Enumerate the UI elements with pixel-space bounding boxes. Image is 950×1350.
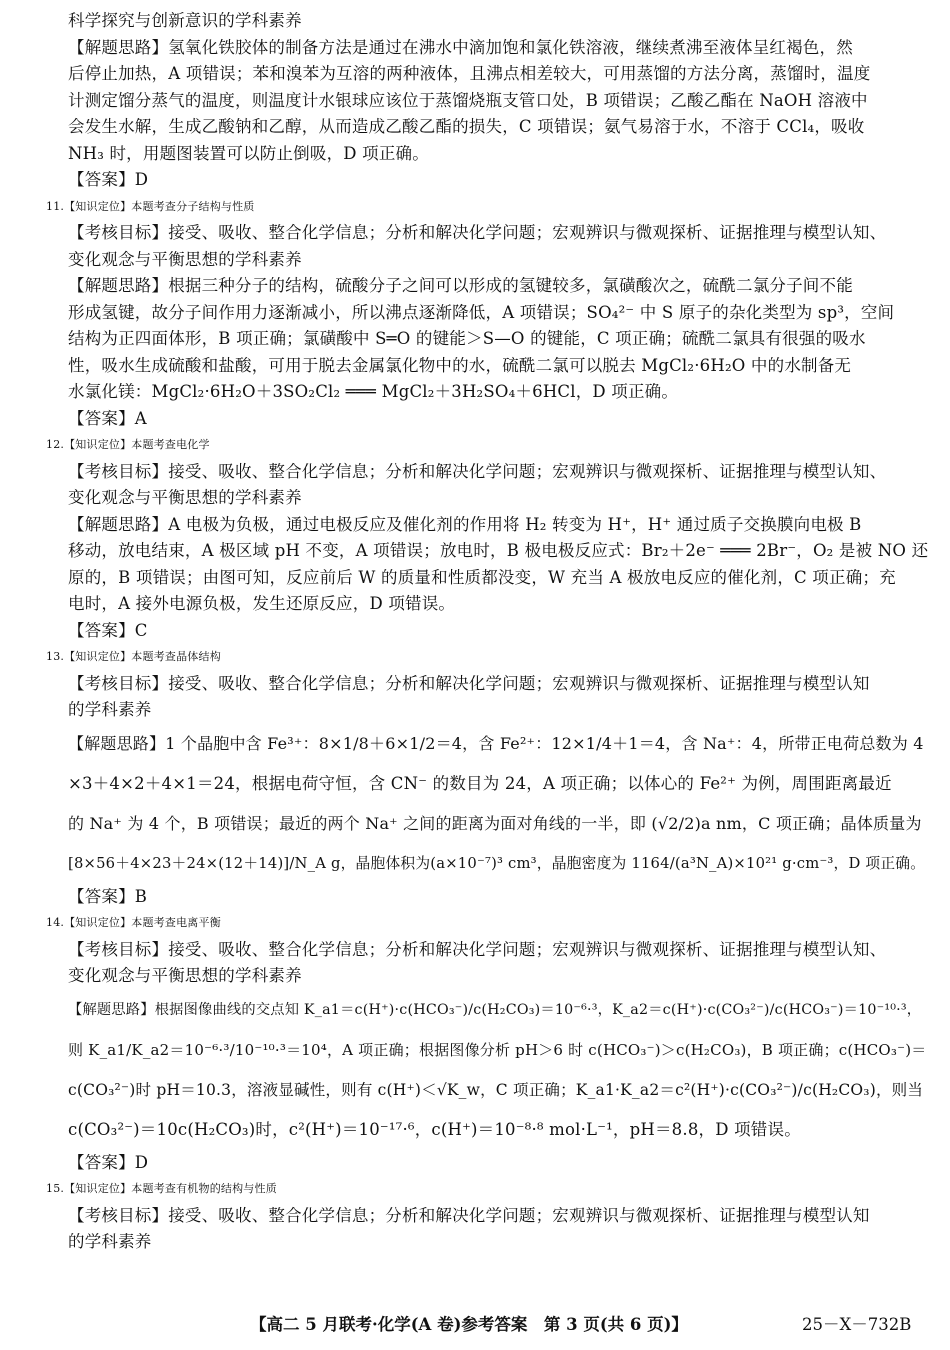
footer-title: 【高二 5 月联考·化学(A 卷)参考答案 第 3 页(共 6 页)】 [250,1315,688,1334]
text-line: 的学科素养 [68,1232,152,1251]
answer-line: 【答案】A [68,408,147,428]
answer-line: 【答案】C [68,620,148,640]
text-line: 科学探究与创新意识的学科素养 [68,11,302,30]
question-heading: 11.【知识定位】本题考查分子结构与性质 [46,199,255,213]
text-line: 【解题思路】根据图像曲线的交点知 K_a1＝c(H⁺)·c(HCO₃⁻)/c(H₂CO₃)＝10⁻⁶·³，K_a2＝c(H⁺)·c(CO₃²⁻)/c(HCO₃⁻)＝10⁻¹⁰·³， [68,1001,922,1018]
text-line: ×3＋4×2＋4×1＝24，根据电荷守恒，含 CN⁻ 的数目为 24，A 项正确；以体心的 Fe²⁺ 为例，周围距离最近 [68,773,892,793]
text-line: 则 K_a1/K_a2＝10⁻⁶·³/10⁻¹⁰·³＝10⁴，A 项正确；根据图像分析 pH＞6 时 c(HCO₃⁻)＞c(H₂CO₃)，B 项正确；c(HCO₃⁻)＝ [68,1040,927,1059]
question-heading: 12.【知识定位】本题考查电化学 [46,438,210,451]
text-line: c(CO₃²⁻)＝10c(H₂CO₃)时，c²(H⁺)＝10⁻¹⁷·⁶，c(H⁺)＝10⁻⁸·⁸ mol·L⁻¹，pH＝8.8，D 项错误。 [68,1119,801,1139]
text-line: 的学科素养 [68,700,152,719]
text-line: 【考核目标】接受、吸收、整合化学信息；分析和解决化学问题；宏观辨识与微观探析、证据推理与模型认知、 [68,939,887,959]
text-line: 移动，放电结束，A 极区域 pH 不变，A 项错误；放电时，B 极电极反应式：Br₂＋2e⁻ ═══ 2Br⁻，O₂ 是被 NO 还 [68,541,929,560]
text-line: 会发生水解，生成乙酸钠和乙醇，从而造成乙酸乙酯的损失，C 项错误；氨气易溶于水，不溶于 CCl₄，吸收 [68,117,865,136]
answer-line: 【答案】B [68,886,148,906]
footer-code: 25－X－732B [802,1315,912,1334]
text-line: 结构为正四面体形，B 项正确；氯磺酸中 S═O 的键能＞S—O 的键能，C 项正确；硫酰二氯具有很强的吸水 [68,329,866,348]
text-line: 【考核目标】接受、吸收、整合化学信息；分析和解决化学问题；宏观辨识与微观探析、证据推理与模型认知 [68,1205,870,1225]
text-line: 计测定馏分蒸气的温度，则温度计水银球应该位于蒸馏烧瓶支管口处，B 项错误；乙酸乙酯在 NaOH 溶液中 [68,90,868,110]
text-line: 的 Na⁺ 为 4 个，B 项错误；最近的两个 Na⁺ 之间的距离为面对角线的一半，即 (√2/2)a nm，C 项正确；晶体质量为 [68,813,922,833]
text-line: 原的，B 项错误；由图可知，反应前后 W 的质量和性质都没变，W 充当 A 极放电反应的催化剂，C 项正确；充 [68,567,896,587]
question-heading: 13.【知识定位】本题考查晶体结构 [46,650,221,663]
text-line: 水氯化镁：MgCl₂·6H₂O＋3SO₂Cl₂ ═══ MgCl₂＋3H₂SO₄＋6HCl，D 项正确。 [68,382,679,401]
text-line: 后停止加热，A 项错误；苯和溴苯为互溶的两种液体，且沸点相差较大，可用蒸馏的方法分离，蒸馏时，温度 [68,64,871,83]
question-heading: 15.【知识定位】本题考查有机物的结构与性质 [46,1182,277,1195]
text-line: 性，吸水生成硫酸和盐酸，可用于脱去金属氯化物中的水，硫酰二氯可以脱去 MgCl₂·6H₂O 中的水制备无 [68,355,852,375]
answer-line: 【答案】D [68,170,149,189]
text-line: 【解题思路】1 个晶胞中含 Fe³⁺：8×1/8＋6×1/2＝4，含 Fe²⁺：12×1/4＋1＝4，含 Na⁺：4，所带正电荷总数为 4 [68,733,924,753]
answer-key-page [46,8,929,1256]
text-line: 形成氢键，故分子间作用力逐渐减小，所以沸点逐渐降低，A 项错误；SO₄²⁻ 中 S 原子的杂化类型为 sp³，空间 [68,302,895,322]
text-line: 【考核目标】接受、吸收、整合化学信息；分析和解决化学问题；宏观辨识与微观探析、证据推理与模型认知 [68,673,870,693]
text-line: [8×56＋4×23＋24×(12＋14)]/N_A g，晶胞体积为(a×10⁻⁷)³ cm³，晶胞密度为 1164/(a³N_A)×10²¹ g·cm⁻³，D 项正确。 [68,854,926,872]
text-line: 【考核目标】接受、吸收、整合化学信息；分析和解决化学问题；宏观辨识与微观探析、证据推理与模型认知、 [68,223,887,242]
text-line: 变化观念与平衡思想的学科素养 [68,966,302,985]
text-line: 【解题思路】A 电极为负极，通过电极反应及催化剂的作用将 H₂ 转变为 H⁺，H⁺ 通过质子交换膜向电极 B [68,514,862,534]
answer-line: 【答案】D [68,1152,149,1172]
text-line: 电时，A 接外电源负极，发生还原反应，D 项错误。 [68,594,456,613]
text-line: 变化观念与平衡思想的学科素养 [68,488,302,507]
question-heading: 14.【知识定位】本题考查电离平衡 [46,916,221,929]
text-line: 【解题思路】根据三种分子的结构，硫酸分子之间可以形成的氢键较多，氯磺酸次之，硫酰二氯分子间不能 [68,276,853,295]
text-line: 变化观念与平衡思想的学科素养 [68,249,302,269]
text-line: NH₃ 时，用题图装置可以防止倒吸，D 项正确。 [68,143,429,163]
text-line: c(CO₃²⁻)时 pH＝10.3，溶液显碱性，则有 c(H⁺)＜√K_w，C 项正确；K_a1·K_a2＝c²(H⁺)·c(CO₃²⁻)/c(H₂CO₃)，则当 [68,1080,924,1099]
text-line: 【解题思路】氢氧化铁胶体的制备方法是通过在沸水中滴加饱和氯化铁溶液，继续煮沸至液体呈红褐色，然 [68,37,853,57]
text-line: 【考核目标】接受、吸收、整合化学信息；分析和解决化学问题；宏观辨识与微观探析、证据推理与模型认知、 [68,461,887,481]
page-footer [0,1311,950,1341]
